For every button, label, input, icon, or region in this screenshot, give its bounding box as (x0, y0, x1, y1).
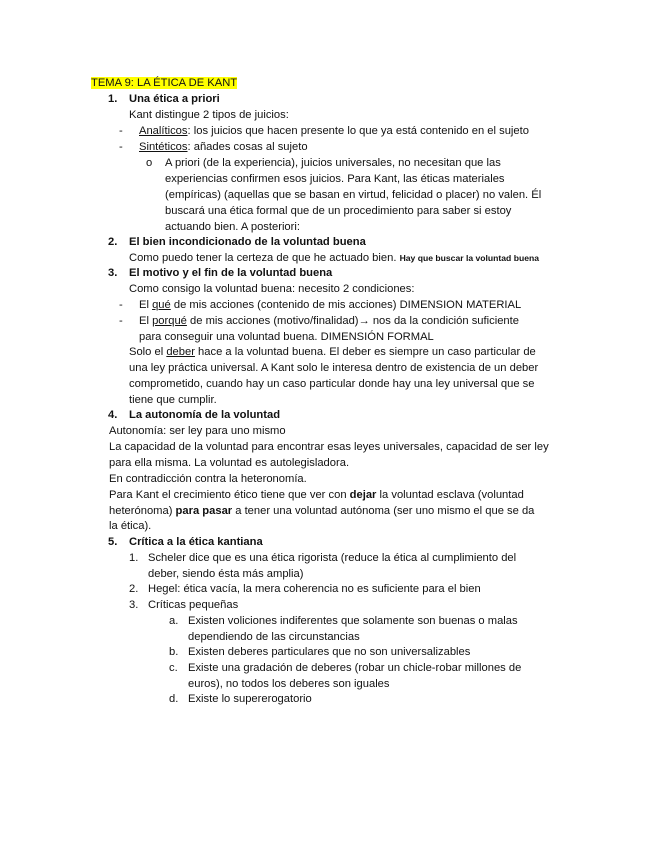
term-analiticos: Analíticos (139, 125, 188, 137)
critique-line: Críticas pequeñas (148, 599, 239, 611)
bullet-analiticos (139, 124, 529, 140)
term-sinteticos: Sintéticos (139, 141, 188, 153)
deber-paragraph-line: tiene que cumplir. (129, 394, 217, 406)
porque-prefix: El (139, 315, 153, 327)
subcritique-line: Existen deberes particulares que no son universalizables (188, 646, 471, 658)
bullet-que (139, 298, 521, 314)
deber-text: hace a la voluntad buena. El deber es siempre un caso particular de (194, 346, 536, 358)
section-5-heading: Crítica a la ética kantiana (129, 536, 263, 548)
term-que: qué (152, 299, 171, 311)
subcritique-letter: b. (169, 646, 179, 658)
section-1-number: 1. (108, 93, 118, 105)
p4-bold-para-pasar: para pasar (175, 505, 233, 517)
deber-prefix: Solo el (129, 346, 167, 358)
section-1-intro: Kant distingue 2 tipos de juicios: (129, 109, 289, 121)
section-2-number: 2. (108, 236, 118, 248)
term-porque: porqué (152, 315, 187, 327)
subcritique-letter: a. (169, 615, 179, 627)
section-1-heading: Una ética a priori (129, 93, 220, 105)
p4-2c: a tener una voluntad autónoma (ser uno mismo el que se da (232, 505, 535, 517)
section-2-small-note: Hay que buscar la voluntad buena (399, 253, 540, 263)
title-highlight: TEMA 9: LA ÉTICA DE KANT (91, 77, 238, 89)
sinteticos-text: : añades cosas al sujeto (187, 141, 308, 153)
critique-number: 1. (129, 552, 139, 564)
sub-bullet-circle: o (146, 157, 153, 169)
critique-line: Scheler dice que es una ética rigorista (reduce la ética al cumplimiento del (148, 552, 517, 564)
subcritique-line: Existe lo supererogatorio (188, 693, 312, 705)
section-4-line: La capacidad de la voluntad para encontrar esas leyes universales, capacidad de ser ley (109, 441, 549, 453)
bullet-dash: - (119, 299, 123, 311)
sub-bullet-line: (empíricas) (aquellas que se basan en virtud, felicidad o placer) no valen. Él (165, 189, 542, 201)
critique-line: deber, siendo ésta más amplia) (148, 568, 304, 580)
section-5-number: 5. (108, 536, 118, 548)
sub-bullet-line: experiencias confirmen esos juicios. Para Kant, las éticas materiales (165, 173, 505, 185)
critique-line: Hegel: ética vacía, la mera coherencia no es suficiente para el bien (148, 583, 481, 595)
bullet-porque-cont: para conseguir una voluntad buena. DIMENSIÓN FORMAL (139, 331, 434, 343)
que-prefix: El (139, 299, 153, 311)
subcritique-line: Existen voliciones indiferentes que solamente son buenas o malas (188, 615, 518, 627)
section-4-paragraph (109, 488, 524, 504)
p4-c: la voluntad esclava (voluntad (376, 489, 524, 501)
deber-paragraph-line: una ley práctica universal. A Kant solo le interesa dentro de existencia de un deber (129, 362, 539, 374)
section-3-heading: El motivo y el fin de la voluntad buena (129, 267, 333, 279)
section-2-line (129, 251, 539, 267)
section-4-line: para ella misma. La voluntad es autolegisladora. (109, 457, 350, 469)
deber-paragraph-first (129, 345, 536, 361)
section-3-intro: Como consigo la voluntad buena: necesito 2 condiciones: (129, 283, 415, 295)
p4-2a: heterónoma) (109, 505, 176, 517)
porque-text: de mis acciones (motivo/finalidad)→ nos da la condición suficiente (186, 315, 519, 327)
section-2-text: Como puedo tener la certeza de que he actuado bien. (129, 252, 397, 264)
bullet-sinteticos (139, 140, 308, 156)
section-4-line: Autonomía: ser ley para uno mismo (109, 425, 286, 437)
bullet-dash: - (119, 125, 123, 137)
subcritique-line: Existe una gradación de deberes (robar un chicle-robar millones de (188, 662, 522, 674)
term-deber: deber (166, 346, 195, 358)
section-2-heading: El bien incondicionado de la voluntad buena (129, 236, 366, 248)
subcritique-letter: d. (169, 693, 179, 705)
critique-number: 3. (129, 599, 139, 611)
section-4-heading: La autonomía de la voluntad (129, 409, 281, 421)
bullet-dash: - (119, 141, 123, 153)
analiticos-text: : los juicios que hacen presente lo que ya está contenido en el sujeto (187, 125, 529, 137)
bullet-porque (139, 314, 519, 330)
document-title (91, 76, 237, 92)
subcritique-letter: c. (169, 662, 178, 674)
sub-bullet-line: buscará una ética formal que de un procedimiento para saber si estoy (165, 205, 512, 217)
p4-a: Para Kant el crecimiento ético tiene que ver con (109, 489, 350, 501)
section-4-number: 4. (108, 409, 118, 421)
p4-bold-dejar: dejar (349, 489, 377, 501)
que-text: de mis acciones (contenido de mis acciones) DIMENSION MATERIAL (170, 299, 522, 311)
section-4-paragraph-end: la ética). (109, 520, 152, 532)
section-4-line: En contradicción contra la heteronomía. (109, 473, 307, 485)
subcritique-line: dependiendo de las circunstancias (188, 631, 360, 643)
section-4-paragraph (109, 504, 534, 520)
sub-bullet-line: A priori (de la experiencia), juicios universales, no necesitan que las (165, 157, 501, 169)
deber-paragraph-line: comprometido, cuando hay un caso particular donde hay una ley universal que se (129, 378, 535, 390)
bullet-dash: - (119, 315, 123, 327)
subcritique-line: euros), no todos los deberes son iguales (188, 678, 390, 690)
critique-number: 2. (129, 583, 139, 595)
sub-bullet-line: actuando bien. A posteriori: (165, 221, 300, 233)
section-3-number: 3. (108, 267, 118, 279)
